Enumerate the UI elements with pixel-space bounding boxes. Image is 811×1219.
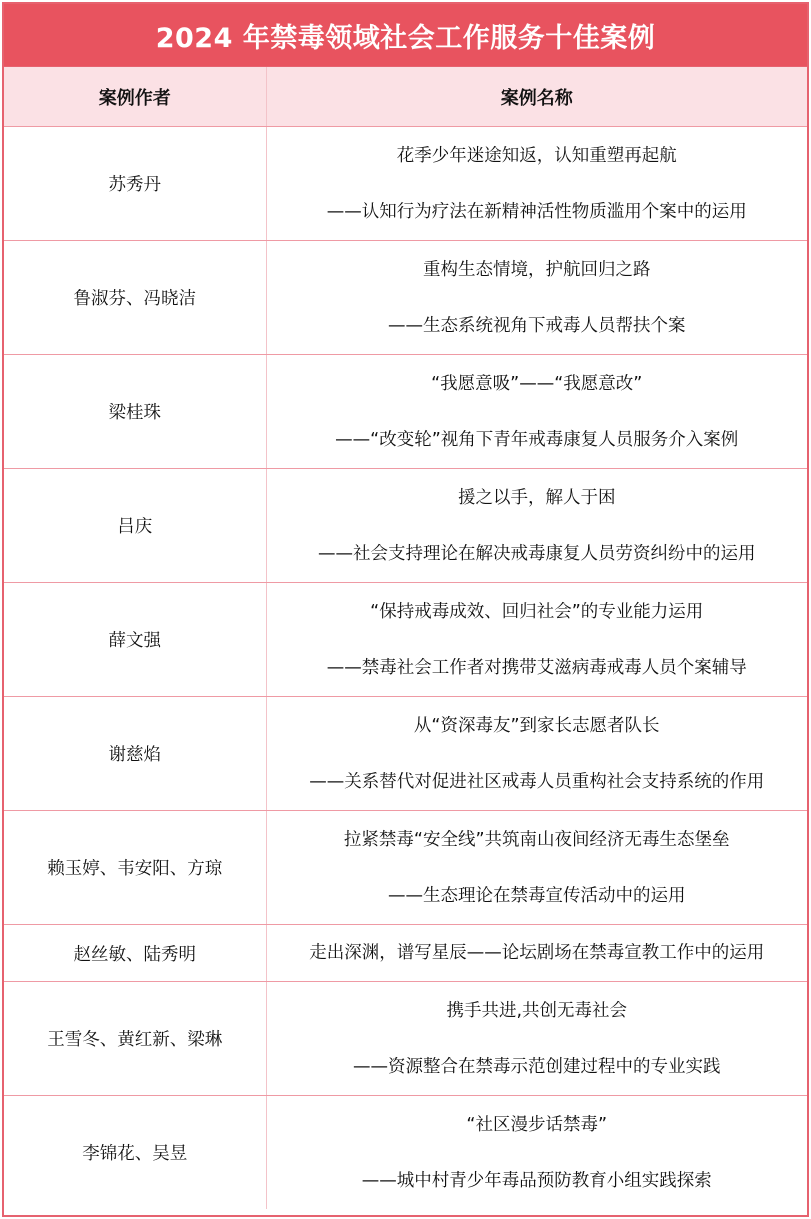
case-table-frame [2, 2, 809, 1217]
author-cell: 李锦花、吴昱 [4, 1096, 266, 1210]
author-cell: 薛文强 [4, 583, 266, 697]
case-subtitle: ——关系替代对促进社区戒毒人员重构社会支持系统的作用 [309, 771, 765, 792]
case-title: 重构生态情境，护航回归之路 [423, 259, 651, 280]
case-name-cell [266, 355, 807, 469]
case-title: 拉紧禁毒“安全线”共筑南山夜间经济无毒生态堡垒 [343, 829, 730, 850]
table-row [4, 469, 807, 583]
column-header-author: 案例作者 [4, 67, 266, 127]
case-subtitle: ——认知行为疗法在新精神活性物质滥用个案中的运用 [326, 201, 747, 222]
author-cell: 赖玉婷、韦安阳、方琼 [4, 811, 266, 925]
author-cell: 谢慈焰 [4, 697, 266, 811]
case-name-cell [266, 1096, 807, 1210]
table-row [4, 355, 807, 469]
case-title: “我愿意吸”——“我愿意改” [431, 373, 643, 394]
case-subtitle: ——生态系统视角下戒毒人员帮扶个案 [388, 315, 686, 336]
case-name-cell [266, 982, 807, 1096]
table-row [4, 925, 807, 982]
author-cell: 王雪冬、黄红新、梁琳 [4, 982, 266, 1096]
case-subtitle: ——生态理论在禁毒宣传活动中的运用 [388, 885, 686, 906]
column-header-case-name: 案例名称 [266, 67, 807, 127]
table-row [4, 583, 807, 697]
case-title: 携手共进,共创无毒社会 [446, 1000, 628, 1021]
author-cell: 鲁淑芬、冯晓洁 [4, 241, 266, 355]
author-cell: 赵丝敏、陆秀明 [4, 925, 266, 982]
table-row [4, 1096, 807, 1210]
case-title: 从“资深毒友”到家长志愿者队长 [413, 715, 660, 736]
table-row [4, 241, 807, 355]
case-subtitle: ——资源整合在禁毒示范创建过程中的专业实践 [353, 1056, 721, 1077]
author-cell: 梁桂珠 [4, 355, 266, 469]
case-subtitle: ——社会支持理论在解决戒毒康复人员劳资纠纷中的运用 [318, 543, 756, 564]
case-title: “社区漫步话禁毒” [466, 1114, 608, 1135]
case-name-cell [266, 583, 807, 697]
page-title: 2024 年禁毒领域社会工作服务十佳案例 [155, 22, 656, 54]
case-table [4, 67, 807, 1209]
case-title: 走出深渊，谱写星辰——论坛剧场在禁毒宣教工作中的运用 [309, 943, 765, 963]
case-name-cell [266, 241, 807, 355]
case-name-cell [266, 697, 807, 811]
table-row [4, 697, 807, 811]
case-name-cell [266, 811, 807, 925]
author-cell: 吕庆 [4, 469, 266, 583]
table-header-row [4, 67, 807, 127]
case-name-cell [266, 127, 807, 241]
case-title: “保持戒毒成效、回归社会”的专业能力运用 [370, 601, 704, 622]
table-row [4, 982, 807, 1096]
case-subtitle: ——城中村青少年毒品预防教育小组实践探索 [361, 1170, 712, 1191]
case-subtitle: ——禁毒社会工作者对携带艾滋病毒戒毒人员个案辅导 [326, 657, 747, 678]
case-name-cell [266, 469, 807, 583]
table-row [4, 811, 807, 925]
table-row [4, 127, 807, 241]
case-name-cell [266, 925, 807, 982]
case-title: 花季少年迷途知返，认知重塑再起航 [396, 145, 677, 166]
author-cell: 苏秀丹 [4, 127, 266, 241]
case-subtitle: ——“改变轮”视角下青年戒毒康复人员服务介入案例 [335, 429, 739, 450]
title-bar [4, 4, 807, 67]
case-title: 援之以手，解人于困 [458, 487, 616, 508]
